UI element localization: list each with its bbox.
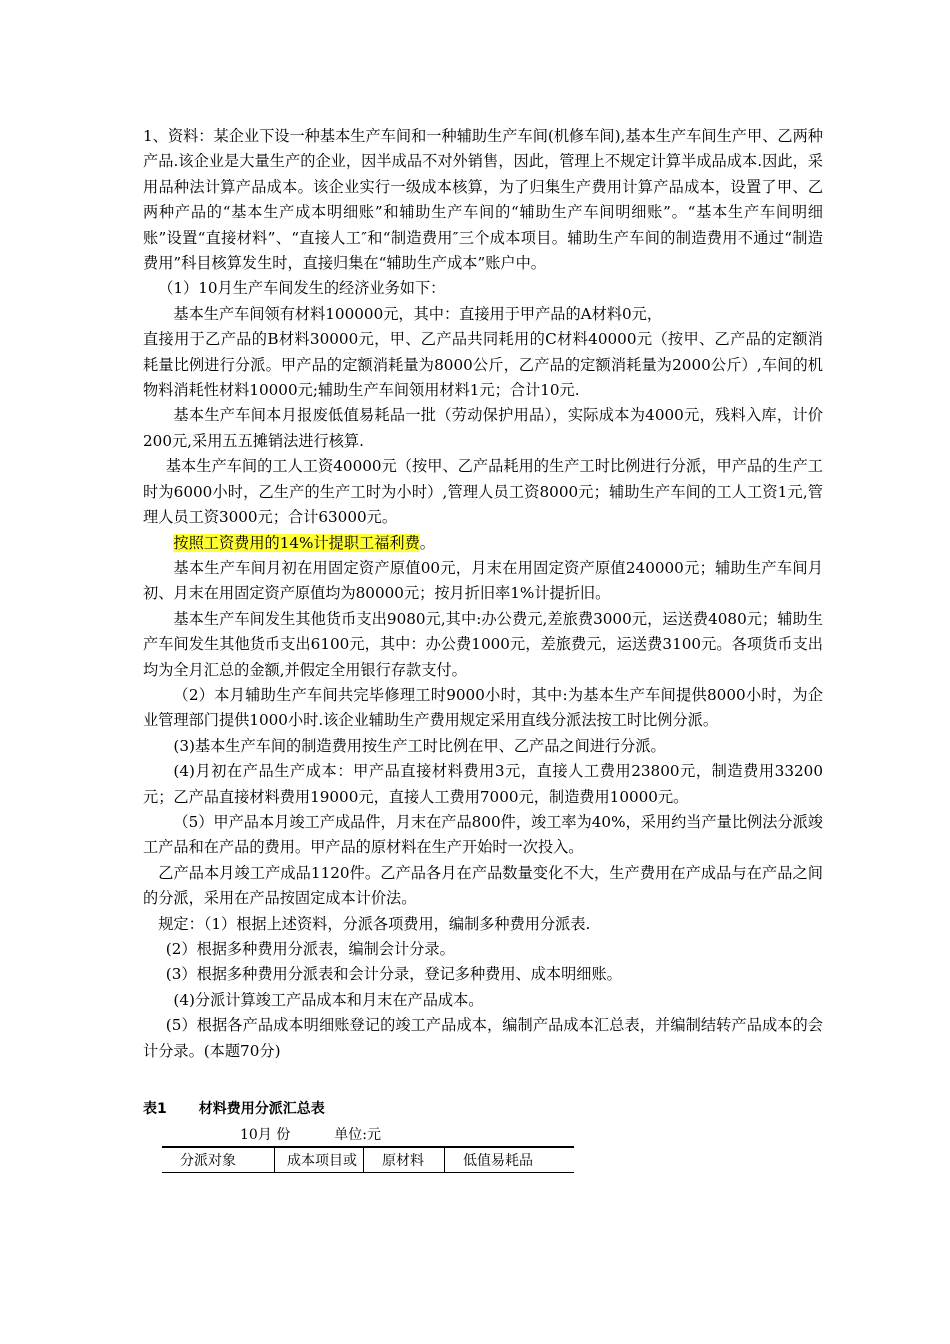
- paragraph: (3）根据多种费用分派表和会计分录，登记多种费用、成本明细账。: [165, 965, 622, 984]
- problem-text: [143, 124, 823, 1064]
- table-title: [143, 1098, 357, 1118]
- highlighted-text: 按照工资费用的14%计提职工福利费: [173, 533, 420, 552]
- header-cell: 原材料: [364, 1148, 445, 1173]
- paragraph: [143, 531, 823, 556]
- paragraph: 规定：（1）根据上述资料，分派各项费用，编制多种费用分派表.: [158, 914, 591, 933]
- paragraph: （1）10月生产车间发生的经济业务如下：: [158, 279, 446, 298]
- header-cell: 成本项目或: [275, 1148, 364, 1173]
- table-month: 10月 份: [240, 1127, 291, 1143]
- paragraph: (5）根据各产品成本明细账登记的竣工产品成本，编制产品成本汇总表，并编制结转产品成本的会计分录。(本题70分): [143, 1016, 823, 1060]
- paragraph: (3)基本生产车间的制造费用按生产工时比例在甲、乙产品之间进行分派。: [173, 736, 666, 755]
- paragraph: 直接用于乙产品的B材料30000元，甲、乙产品共同耗用的C材料40000元（按甲、乙产品的定额消耗量比例进行分派。甲产品的定额消耗量为8000公斤，乙产品的定额消耗量为2000公斤）,车间的机物料消耗性材料10000元;辅助生产车间领用材料1元；合计10元.: [143, 330, 823, 400]
- paragraph: (4)月初在产品生产成本：甲产品直接材料费用3元，直接人工费用23800元，制造费用33200元；乙产品直接材料费用19000元，直接人工费用7000元，制造费用10000元。: [143, 762, 823, 806]
- paragraph: 基本生产车间月初在用固定资产原值00元，月末在用固定资产原值240000元；辅助生产车间月初、月末在用固定资产原值均为80000元；按月折旧率1%计提折旧。: [143, 558, 823, 603]
- paragraph: 基本生产车间本月报废低值易耗品一批（劳动保护用品），实际成本为4000元，残料入库，计价200元,采用五五摊销法进行核算.: [143, 406, 823, 450]
- paragraph: 乙产品本月竣工产成品1120件。乙产品各月在产品数量变化不大，生产费用在产成品与在产品之间的分派，采用在产品按固定成本计价法。: [143, 863, 823, 908]
- paragraph-tail: 。: [419, 533, 435, 552]
- paragraph: (4)分派计算竣工产品成本和月末在产品成本。: [173, 990, 484, 1009]
- material-cost-table: [162, 1148, 574, 1173]
- paragraph: 基本生产车间领有材料100000元，其中：直接用于甲产品的A材料0元，: [173, 304, 663, 323]
- table-header-row: [162, 1148, 574, 1173]
- table-number: 表1: [143, 1101, 167, 1117]
- table-unit: 单位:元: [334, 1127, 381, 1143]
- header-cell: 低值易耗品: [445, 1148, 575, 1173]
- paragraph: 1、资料：某企业下设一种基本生产车间和一种辅助生产车间(机修车间),基本生产车间生产甲、乙两种产品.该企业是大量生产的企业，因半成品不对外销售，因此，管理上不规定计算半成品成本.因此，采用品种法计算产品成本。该企业实行一级成本核算，为了归集生产费用计算产品成本，设置了甲、乙两种产品的“基本生产成本明细账”和辅助生产车间的“辅助生产车间明细账”。“基本生产车间明细账”设置“直接材料”、“直接人工″和“制造费用″三个成本项目。辅助生产车间的制造费用不通过“制造费用”科目核算发生时，直接归集在“辅助生产成本”账户中。: [143, 127, 823, 273]
- paragraph: 基本生产车间的工人工资40000元（按甲、乙产品耗用的生产工时比例进行分派，甲产品的生产工时为6000小时，乙生产的生产工时为小时）,管理人员工资8000元；辅助生产车间的工人工资1元,管理人员工资3000元；合计63000元。: [143, 457, 823, 527]
- paragraph: （5）甲产品本月竣工产成品件，月末在产品800件，竣工率为40%，采用约当产量比例法分派竣工产品和在产品的费用。甲产品的原材料在生产开始时一次投入。: [143, 812, 823, 857]
- paragraph: （2）本月辅助生产车间共完毕修理工时9000小时，其中:为基本生产车间提供8000小时，为企业管理部门提供1000小时.该企业辅助生产费用规定采用直线分派法按工时比例分派。: [143, 685, 823, 730]
- paragraph: 基本生产车间发生其他货币支出9080元,其中:办公费元,差旅费3000元，运送费4080元；辅助生产车间发生其他货币支出6100元，其中：办公费1000元，差旅费元，运送费3100元。各项货币支出均为全月汇总的金额,并假定全用银行存款支付。: [143, 609, 823, 679]
- header-cell: 分派对象: [162, 1148, 275, 1173]
- paragraph: (2）根据多种费用分派表，编制会计分录。: [165, 940, 455, 958]
- table-meta: [240, 1124, 425, 1144]
- table-name: 材料费用分派汇总表: [198, 1101, 325, 1117]
